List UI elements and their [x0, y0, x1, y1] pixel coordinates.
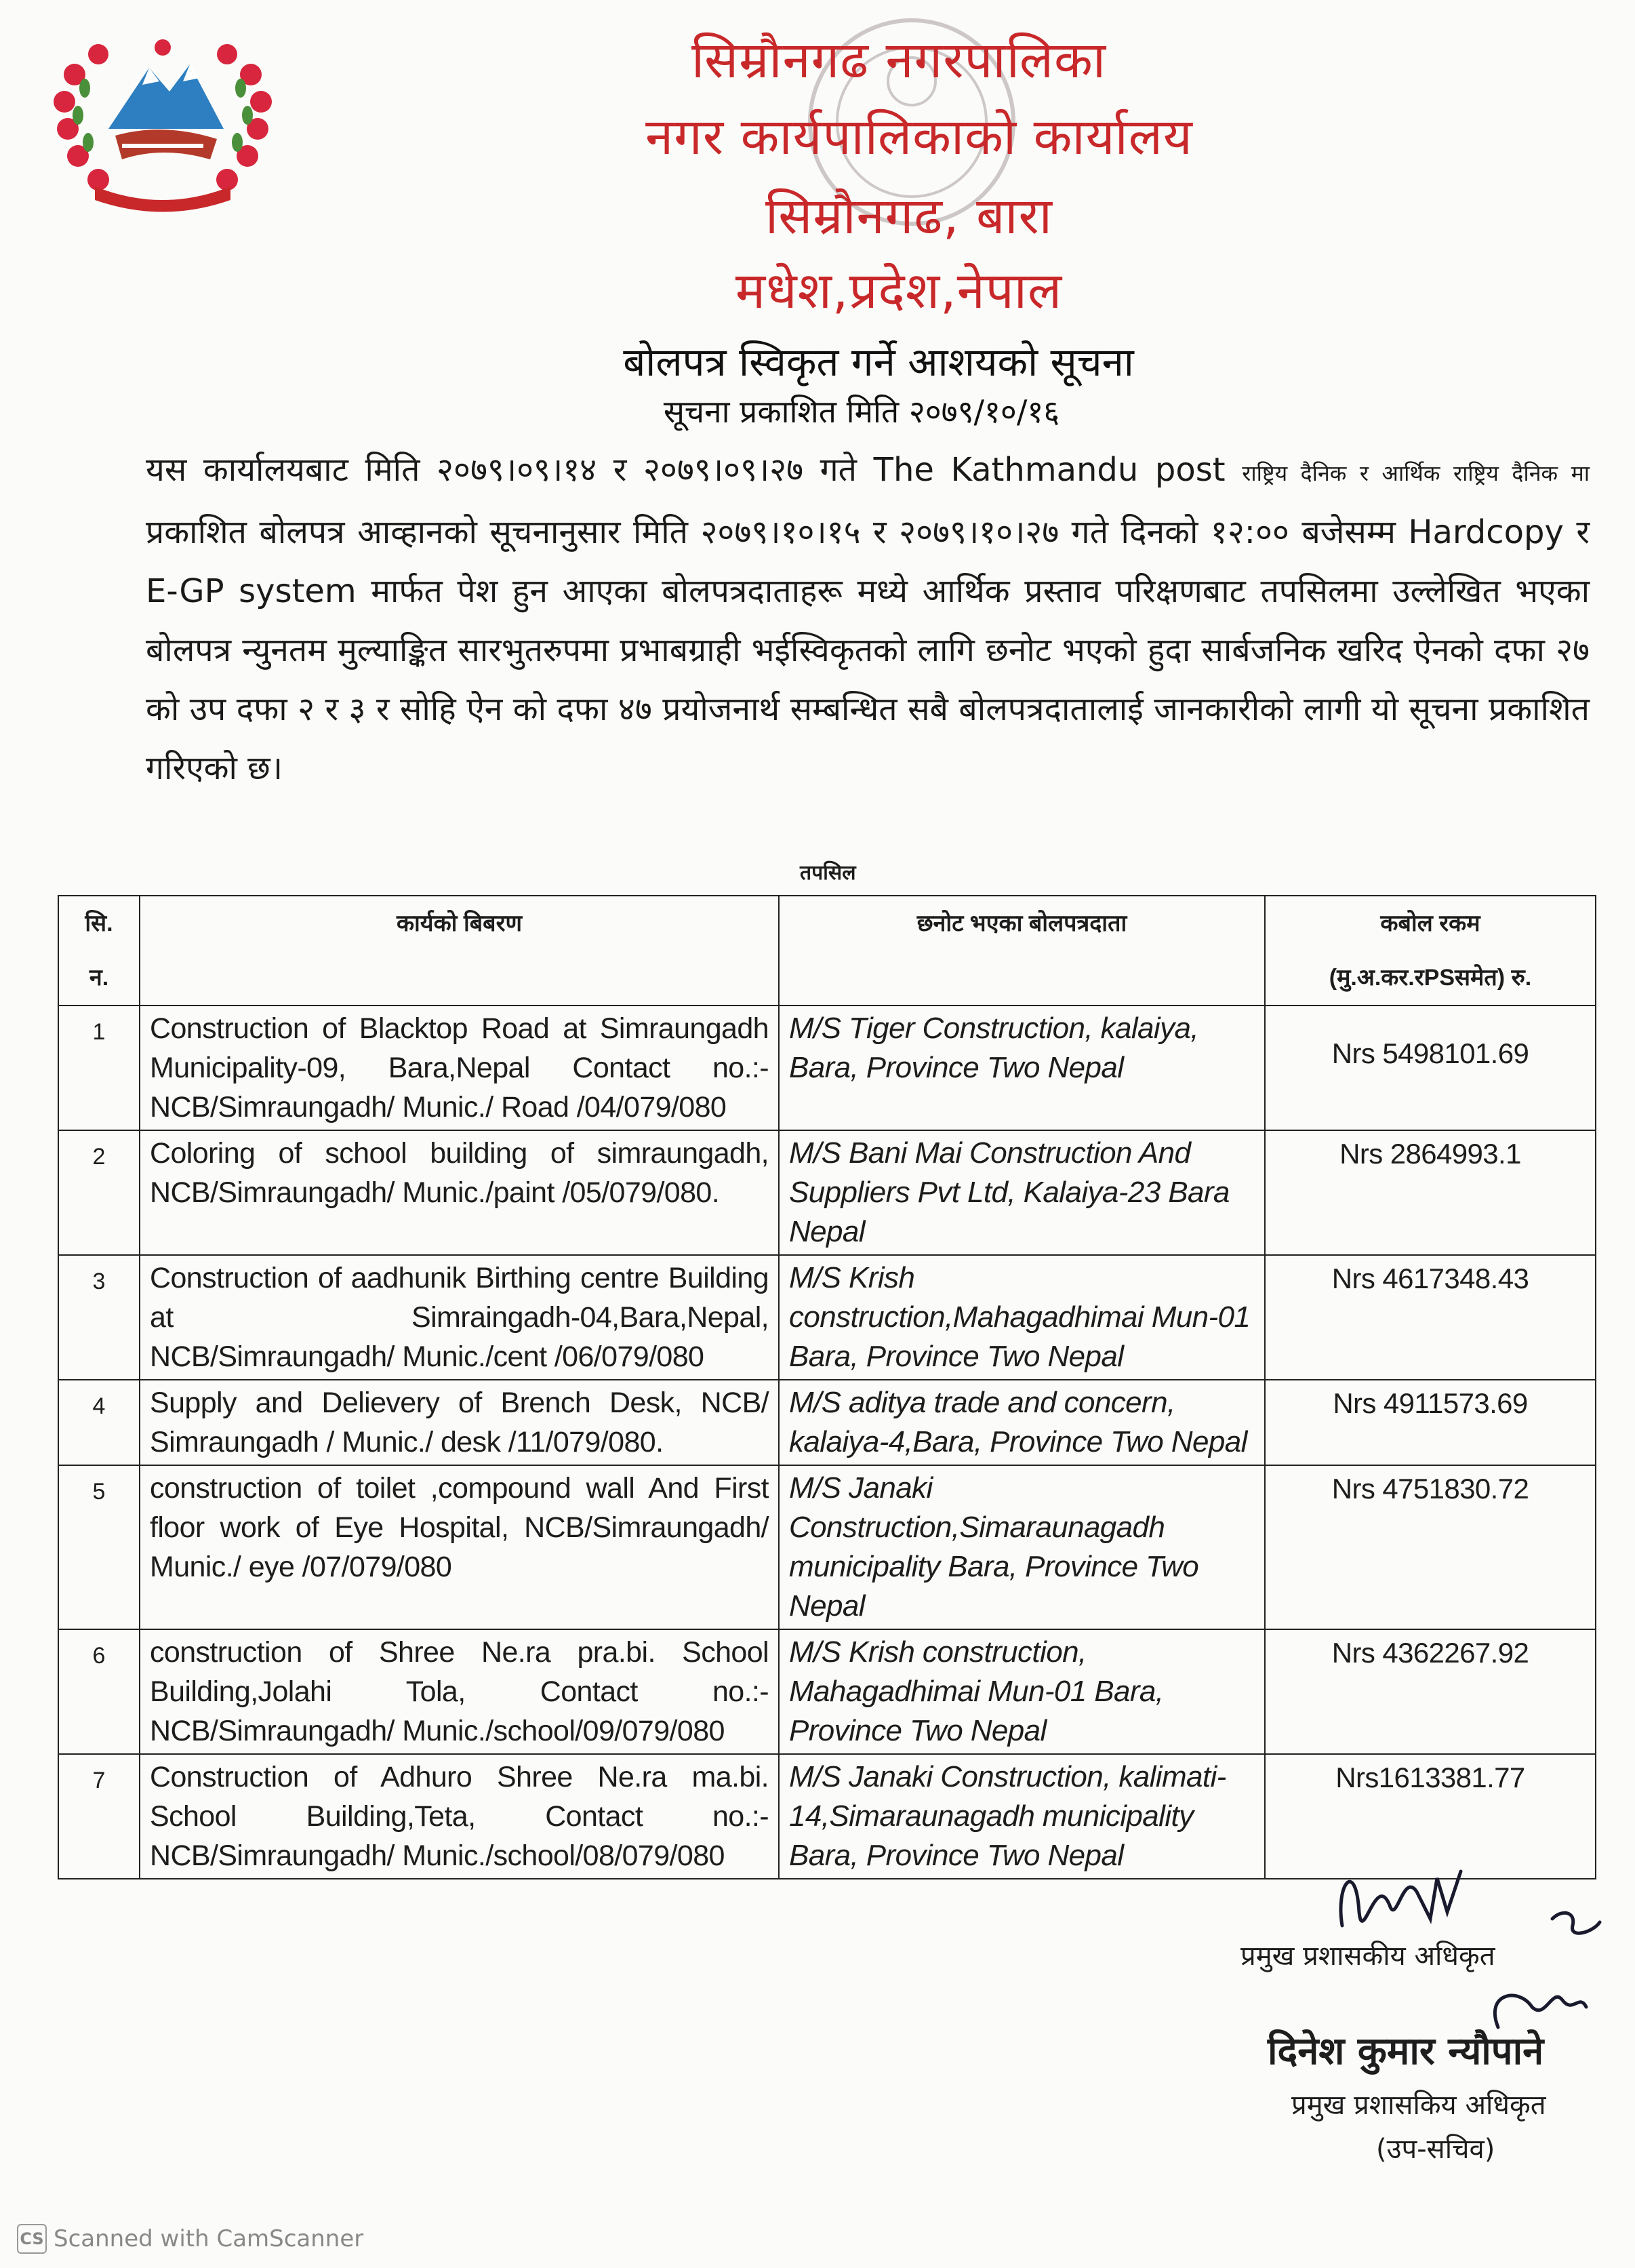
header-amount: [1265, 896, 1596, 1006]
header-amount-line1: कबोल रकम: [1380, 911, 1480, 936]
table-caption: तपसिल: [800, 861, 856, 885]
header-sn: [58, 896, 140, 1006]
row-amount: Nrs1613381.77: [1265, 1754, 1596, 1879]
row-amount: Nrs 4362267.92: [1265, 1629, 1596, 1754]
table-header-row: [58, 896, 1596, 1006]
table-row: [58, 1130, 1596, 1255]
table-row: [58, 1006, 1596, 1130]
notice-date: सूचना प्रकाशित मिति २०७९/१०/१६: [663, 393, 1060, 430]
signatory-rank: (उप-सचिव): [1376, 2134, 1495, 2165]
row-sn: 2: [58, 1130, 140, 1255]
row-bidder: M/S Janaki Construction, kalimati-14,Simaraunagadh municipality Bara, Province Two Nepal: [779, 1754, 1265, 1879]
row-sn: 3: [58, 1255, 140, 1380]
scanner-watermark: [17, 2224, 363, 2254]
signatory-name: दिनेश कुमार न्यौपाने: [1268, 2029, 1544, 2073]
municipality-name: सिम्रौनगढ नगरपालिका: [691, 31, 1107, 89]
notice-title: बोलपत्र स्विकृत गर्ने आशयको सूचना: [623, 339, 1134, 385]
row-work: Construction of Adhuro Shree Ne.ra ma.bi. School Building,Teta, Contact no.:- NCB/Simraungadh/ Munic./school/08/079/080: [140, 1754, 779, 1879]
signatory-designation: प्रमुख प्रशासकिय अधिकृत: [1291, 2090, 1546, 2121]
table-row: [58, 1465, 1596, 1629]
header-amount-line2: (मु.अ.कर.रPSसमेत) रु.: [1329, 965, 1532, 991]
row-amount: Nrs 2864993.1: [1265, 1130, 1596, 1255]
scanner-text: Scanned with CamScanner: [54, 2225, 364, 2252]
row-sn: 4: [58, 1380, 140, 1465]
signatory-role: प्रमुख प्रशासकीय अधिकृत: [1240, 1941, 1495, 1972]
row-work: Construction of Blacktop Road at Simraungadh Municipality-09, Bara,Nepal Contact no.:- NCB/Simraungadh/ Munic./ Road /04/079/080: [140, 1006, 779, 1130]
header-sn-line2: न.: [89, 965, 109, 991]
row-work: Supply and Delievery of Brench Desk, NCB/ Simraungadh / Munic./ desk /11/079/080.: [140, 1380, 779, 1465]
header-work: कार्यको बिबरण: [140, 896, 779, 1006]
row-bidder: M/S Janaki Construction,Simaraunagadh municipality Bara, Province Two Nepal: [779, 1465, 1265, 1629]
selected-bidders-table: [58, 895, 1596, 1879]
header-bidder: छनोट भएका बोलपत्रदाता: [779, 896, 1265, 1006]
row-work: construction of toilet ,compound wall And First floor work of Eye Hospital, NCB/Simraungadh/ Munic./ eye /07/079/080: [140, 1465, 779, 1629]
row-amount: Nrs 4617348.43: [1265, 1255, 1596, 1380]
row-amount: Nrs 4751830.72: [1265, 1465, 1596, 1629]
table-row: [58, 1629, 1596, 1754]
row-bidder: M/S aditya trade and concern, kalaiya-4,Bara, Province Two Nepal: [779, 1380, 1265, 1465]
notice-body-part-3: प्रकाशित बोलपत्र आव्हानको सूचनानुसार मिति २०७९।१०।१५ र २०७९।१०।२७ गते दिनको १२:०० बजेसम्म Hardcopy र E-GP system मार्फत पेश हुन आएका बोलपत्रदाताहरू मध्ये आर्थिक प्रस्ताव परिक्षणबाट तपसिलमा उल्लेखित भएका बोलपत्र न्युनतम मुल्याङ्कित सारभुतरुपमा प्रभाबग्राही भईस्विकृतको लागि छनोट भएको हुदा सार्बजनिक खरिद ऐनको दफा २७ को उप दफा २ र ३ र सोहि ऐन को दफा ४७ प्रयोजनार्थ सम्बन्धित सबै बोलपत्रदातालाई जानकारीको लागी यो सूचना प्रकाशित गरिएको छ।: [146, 513, 1590, 787]
header-sn-line1: सि.: [85, 911, 113, 936]
table-row: [58, 1380, 1596, 1465]
table-row: [58, 1255, 1596, 1380]
province-country: मधेश,प्रदेश,नेपाल: [735, 262, 1063, 320]
notice-body: [146, 441, 1590, 798]
row-bidder: M/S Krish construction, Mahagadhimai Mun-01 Bara, Province Two Nepal: [779, 1629, 1265, 1754]
notice-body-part-1: यस कार्यालयबाट मिति २०७९।०९।१४ र २०७९।०९।२७ गते The Kathmandu post: [146, 451, 1226, 489]
row-sn: 1: [58, 1006, 140, 1130]
row-work: Construction of aadhunik Birthing centre Building at Simraingadh-04,Bara,Nepal, NCB/Simraungadh/ Munic./cent /06/079/080: [140, 1255, 779, 1380]
office-location: सिम्रौनगढ, बारा: [765, 187, 1053, 245]
row-bidder: M/S Tiger Construction, kalaiya, Bara, Province Two Nepal: [779, 1006, 1265, 1130]
row-bidder: M/S Krish construction,Mahagadhimai Mun-01 Bara, Province Two Nepal: [779, 1255, 1265, 1380]
row-amount: Nrs 5498101.69: [1265, 1006, 1596, 1130]
row-sn: 6: [58, 1629, 140, 1754]
row-work: construction of Shree Ne.ra pra.bi. School Building,Jolahi Tola, Contact no.:- NCB/Simraungadh/ Munic./school/09/079/080: [140, 1629, 779, 1754]
row-amount: Nrs 4911573.69: [1265, 1380, 1596, 1465]
notice-body-part-2: राष्ट्रिय दैनिक र आर्थिक राष्ट्रिय दैनिक मा: [1242, 460, 1590, 486]
row-sn: 5: [58, 1465, 140, 1629]
row-work: Coloring of school building of simraungadh, NCB/Simraungadh/ Munic./paint /05/079/080.: [140, 1130, 779, 1255]
office-name: नगर कार्यपालिकाको कार्यालय: [645, 108, 1193, 166]
camscanner-icon: CS: [17, 2224, 47, 2254]
row-bidder: M/S Bani Mai Construction And Suppliers Pvt Ltd, Kalaiya-23 Bara Nepal: [779, 1130, 1265, 1255]
row-sn: 7: [58, 1754, 140, 1879]
